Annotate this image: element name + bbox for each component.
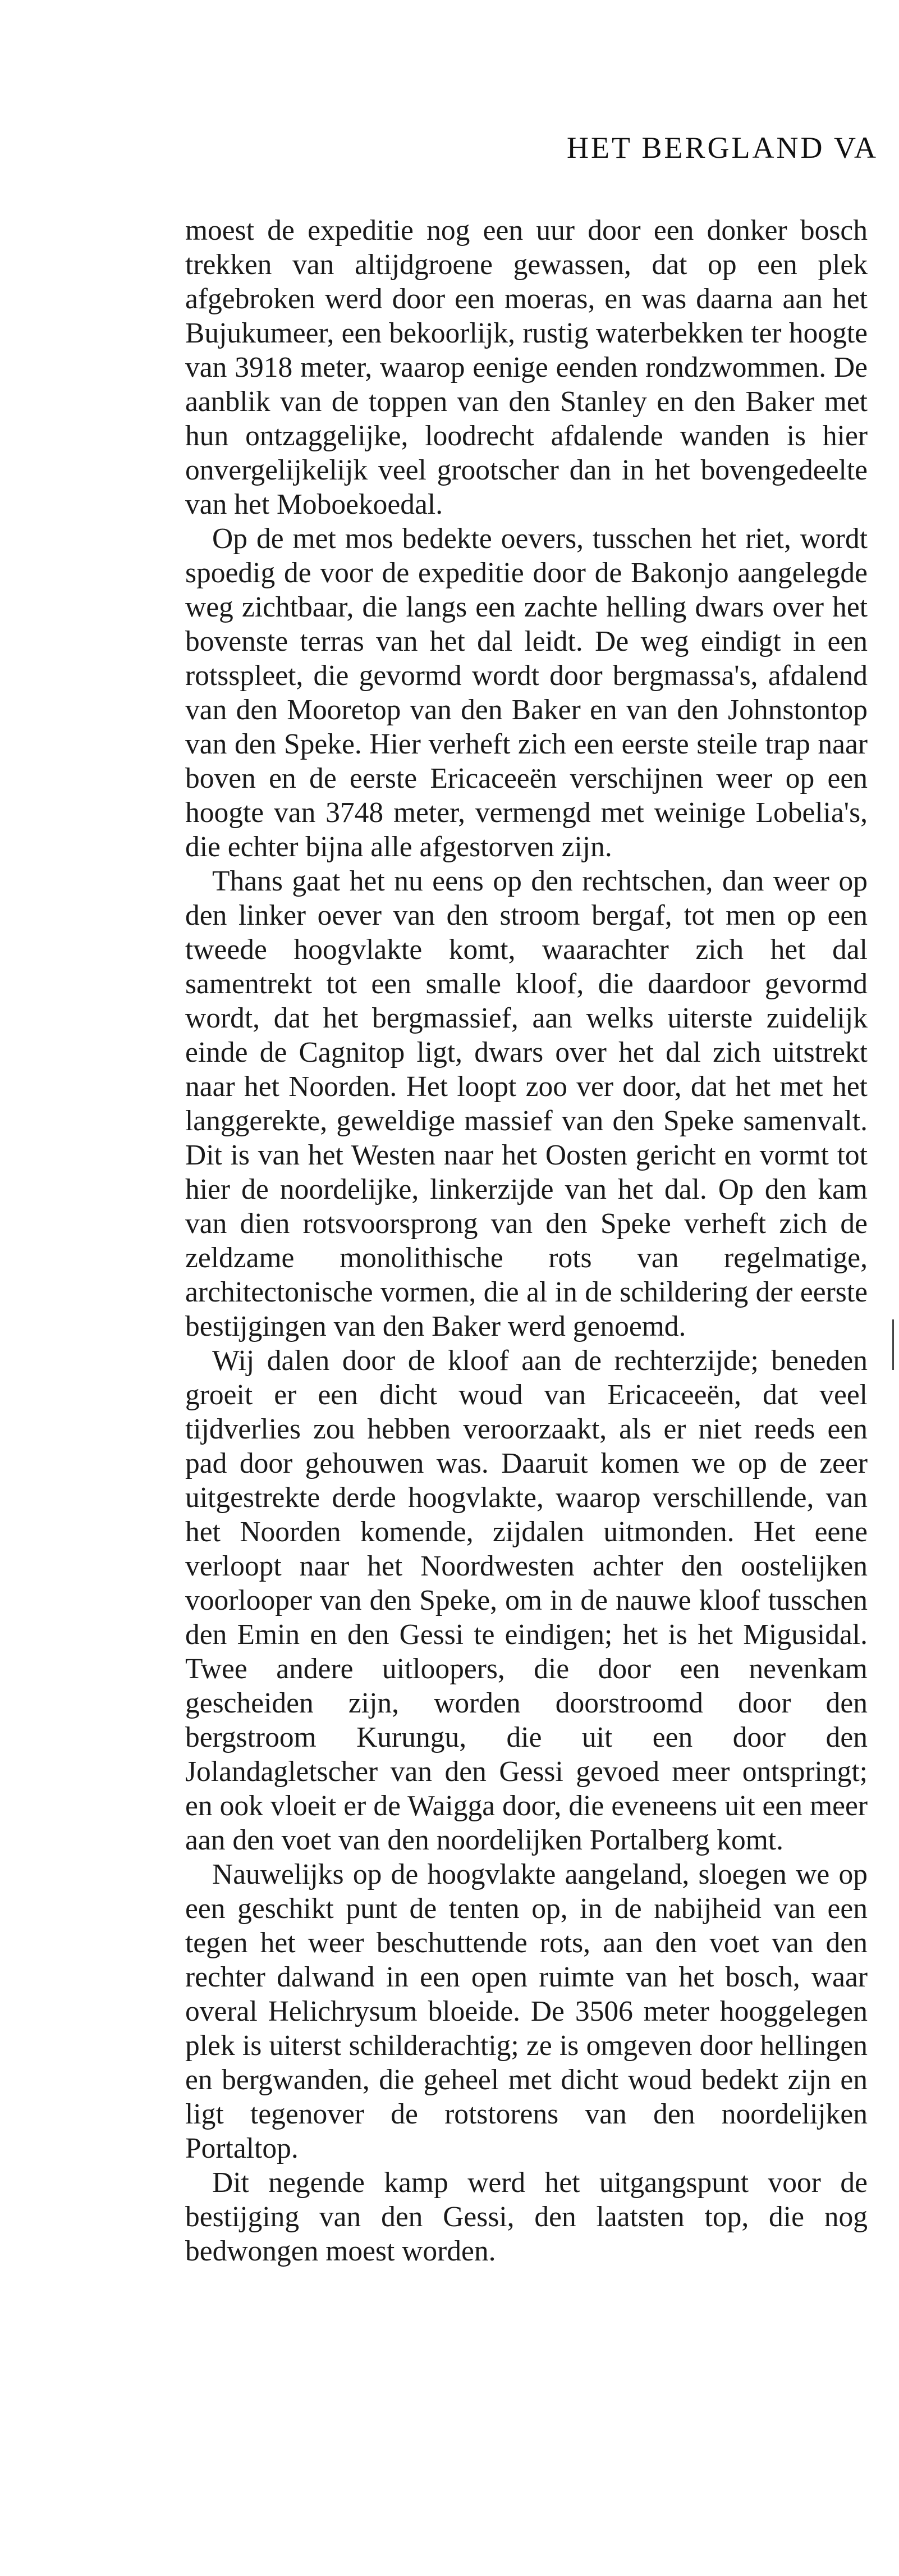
paragraph: Thans gaat het nu eens op den rechtschen, dan weer op den linker oever van den stroom bergaf, tot men op een tweede hoogvlakte komt, waarachter zich het dal samentrekt tot een smalle kloof, die daardoor gevormd wordt, dat het bergmassief, aan welks uiterste zuidelijk einde de Cagnitop ligt, dwars over het dal zich uitstrekt naar het Noorden. Het loopt zoo ver door, dat het met het langgerekte, geweldige massief van den Speke samenvalt. Dit is van het Westen naar het Oosten gericht en vormt tot hier de noordelijke, linkerzijde van het dal. Op den kam van dien rotsvoorsprong van den Speke verheft zich de zeldzame monolithische rots van regelmatige, architectonische vormen, die al in de schildering der eerste bestijgingen van den Baker werd genoemd. (185, 865, 868, 1342)
paragraph: Dit negende kamp werd het uitgangspunt voor de bestijging van den Gessi, den laatsten top, die nog bedwongen moest worden. (185, 2167, 868, 2267)
paragraph: Nauwelijks op de hoogvlakte aangeland, sloegen we op een geschikt punt de tenten op, in de nabijheid van een tegen het weer beschuttende rots, aan den voet van den rechter dalwand in een open ruimte van het bosch, waar overal Helichrysum bloeide. De 3506 meter hooggelegen plek is uiterst schilderachtig; ze is omgeven door hellingen en bergwanden, die geheel met dicht woud bedekt zijn en ligt tegenover de rotstorens van den noordelijken Portaltop. (185, 1858, 868, 2164)
running-head: HET BERGLAND VA (567, 131, 879, 165)
body-text (185, 213, 868, 2268)
paragraph: Op de met mos bedekte oevers, tusschen het riet, wordt spoedig de voor de expeditie door de Bakonjo aangelegde weg zichtbaar, die langs een zachte helling dwars over het bovenste terras van het dal leidt. De weg eindigt in een rotsspleet, die gevormd wordt door bergmassa's, afdalend van den Mooretop van den Baker en van den Johnstontop van den Speke. Hier verheft zich een eerste steile trap naar boven en de eerste Ericaceeën verschijnen weer op een hoogte van 3748 meter, vermengd met weinige Lobelia's, die echter bijna alle afgestorven zijn. (185, 523, 868, 863)
paragraph: moest de expeditie nog een uur door een donker bosch trekken van altijdgroene gewassen, dat op een plek afgebroken werd door een moeras, en was daarna aan het Bujukumeer, een bekoorlijk, rustig waterbekken ter hoogte van 3918 meter, waarop eenige eenden rondzwommen. De aanblik van de toppen van den Stanley en den Baker met hun ontzaggelijke, loodrecht afdalende wanden is hier onvergelijkelijk veel grootscher dan in het bovengedeelte van het Moboekoedal. (185, 214, 868, 520)
paragraph: Wij dalen door de kloof aan de rechterzijde; beneden groeit er een dicht woud van Ericaceeën, dat veel tijdverlies zou hebben veroorzaakt, als er niet reeds een pad door gehouwen was. Daaruit komen we op de zeer uitgestrekte derde hoogvlakte, waarop verschillende, van het Noorden komende, zijdalen uitmonden. Het eene verloopt naar het Noordwesten achter den oostelijken voorlooper van den Speke, om in de nauwe kloof tusschen den Emin en den Gessi te eindigen; het is het Migusidal. Twee andere uitloopers, die door een nevenkam gescheiden zijn, worden doorstroomd door den bergstroom Kurungu, die uit een door den Jolandagletscher van den Gessi gevoed meer ontspringt; en ook vloeit er de Waigga door, die eveneens uit een meer aan den voet van den noordelijken Portalberg komt. (185, 1345, 868, 1856)
margin-line (892, 1319, 894, 1370)
